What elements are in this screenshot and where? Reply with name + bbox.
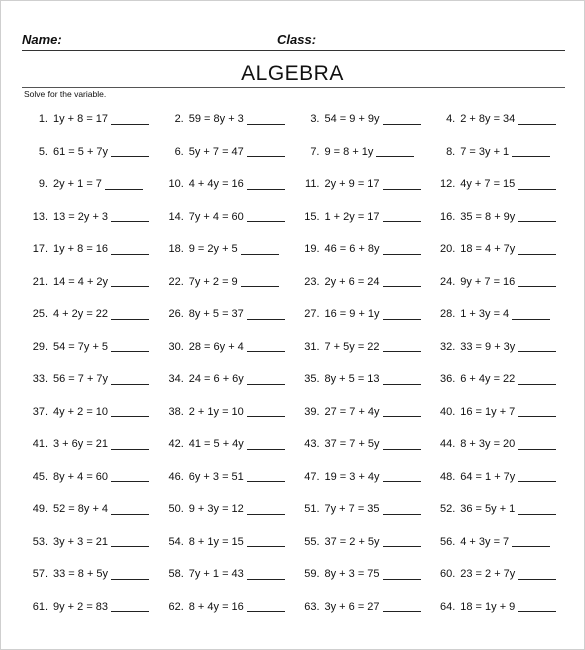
- problem-equation: 8y + 5 = 37: [188, 308, 244, 321]
- answer-blank[interactable]: [383, 439, 421, 450]
- problem-equation: 4 + 4y = 16: [188, 178, 244, 191]
- problem-item: [158, 233, 294, 266]
- answer-blank[interactable]: [247, 114, 285, 125]
- answer-blank[interactable]: [376, 146, 414, 157]
- problem-number: 26.: [168, 308, 184, 321]
- problem-equation: 33 = 8 + 5y: [53, 568, 109, 581]
- problem-item: [158, 168, 294, 201]
- problem-item: [429, 266, 565, 299]
- answer-blank[interactable]: [247, 536, 285, 547]
- answer-blank[interactable]: [518, 406, 556, 417]
- problem-equation: 2y + 1 = 7: [53, 178, 102, 191]
- problem-item: [22, 201, 158, 234]
- problem-item: [22, 168, 158, 201]
- problem-equation: 8y + 5 = 13: [324, 373, 380, 386]
- answer-blank[interactable]: [247, 309, 285, 320]
- problem-number: 41.: [32, 438, 48, 451]
- problem-item: [294, 201, 430, 234]
- problem-equation: 24 = 6 + 6y: [188, 373, 244, 386]
- answer-blank[interactable]: [518, 601, 556, 612]
- problem-equation: 2y + 9 = 17: [324, 178, 380, 191]
- problem-number: 40.: [439, 405, 456, 418]
- problem-equation: 4 + 2y = 22: [53, 308, 109, 321]
- problem-equation: 1y + 8 = 16: [53, 243, 109, 256]
- answer-blank[interactable]: [111, 374, 149, 385]
- answer-blank[interactable]: [512, 146, 550, 157]
- problem-equation: 3y + 3 = 21: [53, 535, 109, 548]
- answer-blank[interactable]: [383, 504, 421, 515]
- problem-equation: 2 + 8y = 34: [460, 113, 516, 126]
- problem-number: 31.: [304, 340, 320, 353]
- problem-number: 63.: [304, 600, 320, 613]
- problem-item: [429, 396, 565, 429]
- worksheet-title: ALGEBRA: [241, 62, 344, 85]
- answer-blank[interactable]: [111, 211, 149, 222]
- answer-blank[interactable]: [383, 276, 421, 287]
- name-label: Name:: [22, 32, 62, 47]
- problem-equation: 4y + 2 = 10: [53, 405, 109, 418]
- problem-equation: 9y + 7 = 16: [460, 275, 516, 288]
- answer-blank[interactable]: [105, 179, 143, 190]
- problem-equation: 6y + 3 = 51: [188, 470, 244, 483]
- problem-equation: 3y + 6 = 27: [324, 600, 380, 613]
- problem-equation: 35 = 8 + 9y: [460, 210, 516, 223]
- problem-equation: 52 = 8y + 4: [53, 503, 109, 516]
- problem-equation: 19 = 3 + 4y: [324, 470, 380, 483]
- problem-equation: 7y + 1 = 43: [188, 568, 244, 581]
- problem-item: [429, 591, 565, 624]
- problem-number: 35.: [304, 373, 320, 386]
- answer-blank[interactable]: [383, 471, 421, 482]
- problem-item: [158, 266, 294, 299]
- problem-number: 8.: [446, 145, 456, 158]
- problem-item: [22, 266, 158, 299]
- problem-number: 28.: [439, 308, 456, 321]
- problem-item: [429, 363, 565, 396]
- problem-item: [429, 493, 565, 526]
- problem-item: [294, 331, 430, 364]
- problem-number: 50.: [168, 503, 184, 516]
- student-info-line: [22, 32, 565, 51]
- problem-item: [294, 266, 430, 299]
- problem-number: 60.: [439, 568, 456, 581]
- answer-blank[interactable]: [383, 374, 421, 385]
- problem-equation: 16 = 9 + 1y: [324, 308, 380, 321]
- problem-item: [294, 363, 430, 396]
- answer-blank[interactable]: [111, 569, 149, 580]
- problem-item: [294, 493, 430, 526]
- answer-blank[interactable]: [111, 504, 149, 515]
- problem-item: [158, 201, 294, 234]
- problem-item: [22, 363, 158, 396]
- problem-item: [22, 331, 158, 364]
- answer-blank[interactable]: [383, 536, 421, 547]
- problem-item: [158, 103, 294, 136]
- problem-equation: 2y + 6 = 24: [324, 275, 380, 288]
- problem-item: [22, 461, 158, 494]
- problem-item: [158, 331, 294, 364]
- problem-number: 49.: [32, 503, 48, 516]
- answer-blank[interactable]: [383, 406, 421, 417]
- problem-item: [158, 363, 294, 396]
- problem-number: 56.: [439, 535, 456, 548]
- answer-blank[interactable]: [512, 309, 550, 320]
- problem-equation: 16 = 1y + 7: [460, 405, 516, 418]
- problem-number: 32.: [439, 340, 456, 353]
- answer-blank[interactable]: [111, 406, 149, 417]
- problem-equation: 8 + 4y = 16: [188, 600, 244, 613]
- answer-blank[interactable]: [241, 244, 279, 255]
- problem-number: 53.: [32, 535, 48, 548]
- problem-item: [158, 396, 294, 429]
- problem-item: [294, 591, 430, 624]
- problem-number: 29.: [32, 340, 48, 353]
- problem-equation: 9 = 2y + 5: [188, 243, 238, 256]
- problem-equation: 7 = 3y + 1: [460, 145, 510, 158]
- problem-item: [158, 136, 294, 169]
- problem-equation: 7y + 2 = 9: [188, 275, 238, 288]
- answer-blank[interactable]: [383, 309, 421, 320]
- answer-blank[interactable]: [247, 146, 285, 157]
- answer-blank[interactable]: [111, 146, 149, 157]
- problem-number: 46.: [168, 470, 184, 483]
- problem-item: [294, 103, 430, 136]
- problem-item: [294, 298, 430, 331]
- problem-number: 36.: [439, 373, 456, 386]
- answer-blank[interactable]: [518, 569, 556, 580]
- answer-blank[interactable]: [383, 244, 421, 255]
- answer-blank[interactable]: [247, 504, 285, 515]
- problem-number: 47.: [304, 470, 320, 483]
- problem-number: 54.: [168, 535, 184, 548]
- problem-item: [294, 428, 430, 461]
- problem-item: [429, 558, 565, 591]
- problem-equation: 1 + 3y = 4: [460, 308, 510, 321]
- answer-blank[interactable]: [111, 244, 149, 255]
- problem-item: [158, 298, 294, 331]
- problem-equation: 23 = 2 + 7y: [460, 568, 516, 581]
- problem-number: 22.: [168, 275, 184, 288]
- problem-number: 52.: [439, 503, 456, 516]
- problem-item: [22, 136, 158, 169]
- problem-equation: 8y + 3 = 75: [324, 568, 380, 581]
- problem-number: 7.: [310, 145, 320, 158]
- answer-blank[interactable]: [247, 471, 285, 482]
- problem-equation: 7y + 7 = 35: [324, 503, 380, 516]
- problem-number: 10.: [168, 178, 184, 191]
- problem-number: 44.: [439, 438, 456, 451]
- problem-item: [429, 136, 565, 169]
- answer-blank[interactable]: [518, 179, 556, 190]
- problem-number: 61.: [32, 600, 48, 613]
- problem-number: 38.: [168, 405, 184, 418]
- answer-blank[interactable]: [241, 276, 279, 287]
- answer-blank[interactable]: [111, 439, 149, 450]
- problem-item: [22, 233, 158, 266]
- problem-item: [294, 526, 430, 559]
- problem-equation: 37 = 7 + 5y: [324, 438, 380, 451]
- problem-number: 45.: [32, 470, 48, 483]
- answer-blank[interactable]: [518, 374, 556, 385]
- answer-blank[interactable]: [518, 504, 556, 515]
- answer-blank[interactable]: [383, 601, 421, 612]
- problem-equation: 33 = 9 + 3y: [460, 340, 516, 353]
- answer-blank[interactable]: [247, 406, 285, 417]
- problem-number: 13.: [32, 210, 48, 223]
- problem-item: [294, 168, 430, 201]
- problem-number: 48.: [439, 470, 456, 483]
- answer-blank[interactable]: [383, 569, 421, 580]
- problem-number: 9.: [38, 178, 48, 191]
- problem-number: 3.: [310, 113, 320, 126]
- problem-number: 30.: [168, 340, 184, 353]
- problem-number: 16.: [439, 210, 456, 223]
- instructions-text: Solve for the variable.: [24, 89, 107, 99]
- problem-equation: 54 = 9 + 9y: [324, 113, 380, 126]
- answer-blank[interactable]: [111, 471, 149, 482]
- problem-item: [429, 201, 565, 234]
- problem-item: [429, 168, 565, 201]
- problem-equation: 8 + 1y = 15: [188, 535, 244, 548]
- problem-equation: 9 + 3y = 12: [188, 503, 244, 516]
- problem-equation: 2 + 1y = 10: [188, 405, 244, 418]
- problem-item: [429, 103, 565, 136]
- problem-item: [158, 526, 294, 559]
- problem-equation: 7 + 5y = 22: [324, 340, 380, 353]
- problem-item: [429, 461, 565, 494]
- problem-equation: 59 = 8y + 3: [188, 113, 244, 126]
- problem-equation: 46 = 6 + 8y: [324, 243, 380, 256]
- problem-equation: 4y + 7 = 15: [460, 178, 516, 191]
- answer-blank[interactable]: [383, 211, 421, 222]
- problem-number: 42.: [168, 438, 184, 451]
- problem-item: [158, 558, 294, 591]
- problem-number: 25.: [32, 308, 48, 321]
- problem-number: 62.: [168, 600, 184, 613]
- problem-number: 18.: [168, 243, 184, 256]
- problem-equation: 5y + 7 = 47: [188, 145, 244, 158]
- problem-number: 33.: [32, 373, 48, 386]
- problem-equation: 4 + 3y = 7: [460, 535, 510, 548]
- problem-equation: 9y + 2 = 83: [53, 600, 109, 613]
- problem-number: 23.: [304, 275, 320, 288]
- problem-item: [294, 136, 430, 169]
- problem-equation: 61 = 5 + 7y: [53, 145, 109, 158]
- answer-blank[interactable]: [383, 179, 421, 190]
- problem-equation: 8y + 4 = 60: [53, 470, 109, 483]
- answer-blank[interactable]: [247, 569, 285, 580]
- problem-number: 21.: [32, 275, 48, 288]
- problem-number: 2.: [174, 113, 184, 126]
- answer-blank[interactable]: [111, 276, 149, 287]
- problem-number: 20.: [439, 243, 456, 256]
- problem-number: 57.: [32, 568, 48, 581]
- problem-number: 55.: [304, 535, 320, 548]
- problem-item: [429, 526, 565, 559]
- problem-number: 51.: [304, 503, 320, 516]
- answer-blank[interactable]: [111, 309, 149, 320]
- problem-item: [294, 461, 430, 494]
- problem-equation: 3 + 6y = 21: [53, 438, 109, 451]
- answer-blank[interactable]: [512, 536, 550, 547]
- problem-number: 5.: [38, 145, 48, 158]
- problem-number: 17.: [32, 243, 48, 256]
- problem-equation: 13 = 2y + 3: [53, 210, 109, 223]
- class-label: Class:: [277, 32, 317, 47]
- problem-item: [294, 233, 430, 266]
- problem-number: 39.: [304, 405, 320, 418]
- answer-blank[interactable]: [518, 276, 556, 287]
- problem-number: 37.: [32, 405, 48, 418]
- problem-equation: 28 = 6y + 4: [188, 340, 244, 353]
- problem-number: 12.: [439, 178, 456, 191]
- problem-equation: 6 + 4y = 22: [460, 373, 516, 386]
- answer-blank[interactable]: [518, 471, 556, 482]
- answer-blank[interactable]: [247, 374, 285, 385]
- problem-equation: 37 = 2 + 5y: [324, 535, 380, 548]
- problem-number: 14.: [168, 210, 184, 223]
- answer-blank[interactable]: [383, 114, 421, 125]
- problem-equation: 14 = 4 + 2y: [53, 275, 109, 288]
- problem-item: [429, 298, 565, 331]
- answer-blank[interactable]: [247, 601, 285, 612]
- problem-equation: 56 = 7 + 7y: [53, 373, 109, 386]
- problem-number: 19.: [304, 243, 320, 256]
- problem-item: [22, 591, 158, 624]
- problem-item: [22, 103, 158, 136]
- problem-item: [294, 558, 430, 591]
- problem-number: 58.: [168, 568, 184, 581]
- answer-blank[interactable]: [518, 244, 556, 255]
- problem-item: [158, 493, 294, 526]
- problem-number: 34.: [168, 373, 184, 386]
- problem-item: [22, 298, 158, 331]
- problem-item: [22, 558, 158, 591]
- answer-blank[interactable]: [247, 341, 285, 352]
- problem-equation: 9 = 8 + 1y: [324, 145, 374, 158]
- problem-number: 4.: [446, 113, 456, 126]
- problem-item: [158, 461, 294, 494]
- problem-equation: 18 = 4 + 7y: [460, 243, 516, 256]
- answer-blank[interactable]: [111, 341, 149, 352]
- problem-number: 1.: [38, 113, 48, 126]
- problem-equation: 7y + 4 = 60: [188, 210, 244, 223]
- problem-number: 11.: [305, 178, 320, 191]
- answer-blank[interactable]: [111, 536, 149, 547]
- answer-blank[interactable]: [111, 601, 149, 612]
- problem-equation: 36 = 5y + 1: [460, 503, 516, 516]
- problem-equation: 41 = 5 + 4y: [188, 438, 244, 451]
- problem-item: [429, 428, 565, 461]
- problem-equation: 27 = 7 + 4y: [324, 405, 380, 418]
- answer-blank[interactable]: [518, 439, 556, 450]
- problem-item: [429, 331, 565, 364]
- answer-blank[interactable]: [518, 114, 556, 125]
- problem-equation: 18 = 1y + 9: [460, 600, 516, 613]
- answer-blank[interactable]: [247, 211, 285, 222]
- problem-number: 6.: [174, 145, 184, 158]
- problem-item: [22, 428, 158, 461]
- answer-blank[interactable]: [111, 114, 149, 125]
- problem-item: [158, 591, 294, 624]
- title-divider: [22, 87, 565, 88]
- problem-item: [22, 493, 158, 526]
- problem-number: 24.: [439, 275, 456, 288]
- problem-equation: 54 = 7y + 5: [53, 340, 109, 353]
- problem-number: 64.: [439, 600, 456, 613]
- answer-blank[interactable]: [247, 439, 285, 450]
- problem-grid: [22, 103, 565, 623]
- problem-equation: 1 + 2y = 17: [324, 210, 380, 223]
- answer-blank[interactable]: [383, 341, 421, 352]
- problem-equation: 8 + 3y = 20: [460, 438, 516, 451]
- problem-item: [429, 233, 565, 266]
- problem-item: [22, 526, 158, 559]
- problem-item: [158, 428, 294, 461]
- problem-item: [22, 396, 158, 429]
- problem-number: 59.: [304, 568, 320, 581]
- problem-number: 43.: [304, 438, 320, 451]
- problem-equation: 1y + 8 = 17: [53, 113, 109, 126]
- problem-equation: 64 = 1 + 7y: [460, 470, 516, 483]
- problem-item: [294, 396, 430, 429]
- answer-blank[interactable]: [247, 179, 285, 190]
- answer-blank[interactable]: [518, 211, 556, 222]
- problem-number: 15.: [304, 210, 320, 223]
- answer-blank[interactable]: [518, 341, 556, 352]
- problem-number: 27.: [304, 308, 320, 321]
